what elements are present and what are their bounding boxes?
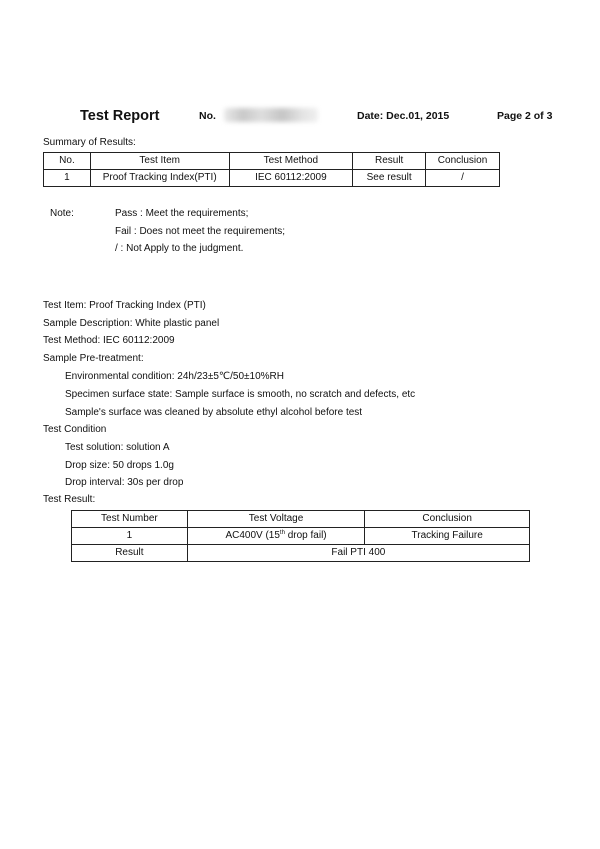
report-date: Date: Dec.01, 2015 <box>357 110 450 122</box>
summary-col-test-method: Test Method <box>229 153 353 170</box>
table-row <box>44 170 500 187</box>
summary-cell-conclusion: / <box>426 170 500 187</box>
summary-cell-result: See result <box>353 170 426 187</box>
test-result-heading: Test Result: <box>43 494 96 505</box>
voltage-prefix: AC400V (15 <box>225 530 280 541</box>
summary-col-test-item: Test Item <box>90 153 229 170</box>
summary-heading: Summary of Results: <box>43 137 136 148</box>
result-header-row <box>72 511 530 528</box>
note-label: Note: <box>50 208 74 219</box>
pretreatment-heading: Sample Pre-treatment: <box>43 353 144 364</box>
environmental-condition: Environmental condition: 24h/23±5℃/50±10%RH <box>65 371 284 382</box>
report-title: Test Report <box>80 108 160 124</box>
note-pass: Pass : Meet the requirements; <box>115 208 249 219</box>
drop-size: Drop size: 50 drops 1.0g <box>65 460 174 471</box>
drop-interval: Drop interval: 30s per drop <box>65 477 184 488</box>
test-result-table <box>71 510 530 562</box>
result-col-test-voltage: Test Voltage <box>187 511 365 528</box>
result-cell-conclusion: Tracking Failure <box>365 528 530 545</box>
test-condition-heading: Test Condition <box>43 424 107 435</box>
result-cell-voltage <box>187 528 365 545</box>
summary-header-row <box>44 153 500 170</box>
page-indicator: Page 2 of 3 <box>497 110 553 122</box>
test-method: Test Method: IEC 60112:2009 <box>43 335 175 346</box>
summary-col-result: Result <box>353 153 426 170</box>
result-summary-row <box>72 545 530 562</box>
test-solution: Test solution: solution A <box>65 442 170 453</box>
summary-cell-test-item: Proof Tracking Index(PTI) <box>90 170 229 187</box>
sample-description: Sample Description: White plastic panel <box>43 318 220 329</box>
result-cell-number: 1 <box>72 528 188 545</box>
specimen-surface-state: Specimen surface state: Sample surface is smooth, no scratch and defects, etc <box>65 389 416 400</box>
result-col-conclusion: Conclusion <box>365 511 530 528</box>
result-value: Fail PTI 400 <box>187 545 529 562</box>
result-col-test-number: Test Number <box>72 511 188 528</box>
table-row <box>72 528 530 545</box>
summary-cell-test-method: IEC 60112:2009 <box>229 170 353 187</box>
voltage-ordinal: th <box>279 530 285 536</box>
summary-table <box>43 152 500 187</box>
summary-col-no: No. <box>44 153 91 170</box>
summary-col-conclusion: Conclusion <box>426 153 500 170</box>
summary-cell-no: 1 <box>44 170 91 187</box>
report-number-label: No. <box>199 110 216 122</box>
note-fail: Fail : Does not meet the requirements; <box>115 226 286 237</box>
note-not-apply: / : Not Apply to the judgment. <box>115 243 244 254</box>
cleaning-note: Sample's surface was cleaned by absolute ethyl alcohol before test <box>65 407 363 418</box>
test-item: Test Item: Proof Tracking Index (PTI) <box>43 300 206 311</box>
redacted-report-number <box>224 108 318 122</box>
result-label: Result <box>72 545 188 562</box>
voltage-suffix: drop fail) <box>284 530 327 541</box>
